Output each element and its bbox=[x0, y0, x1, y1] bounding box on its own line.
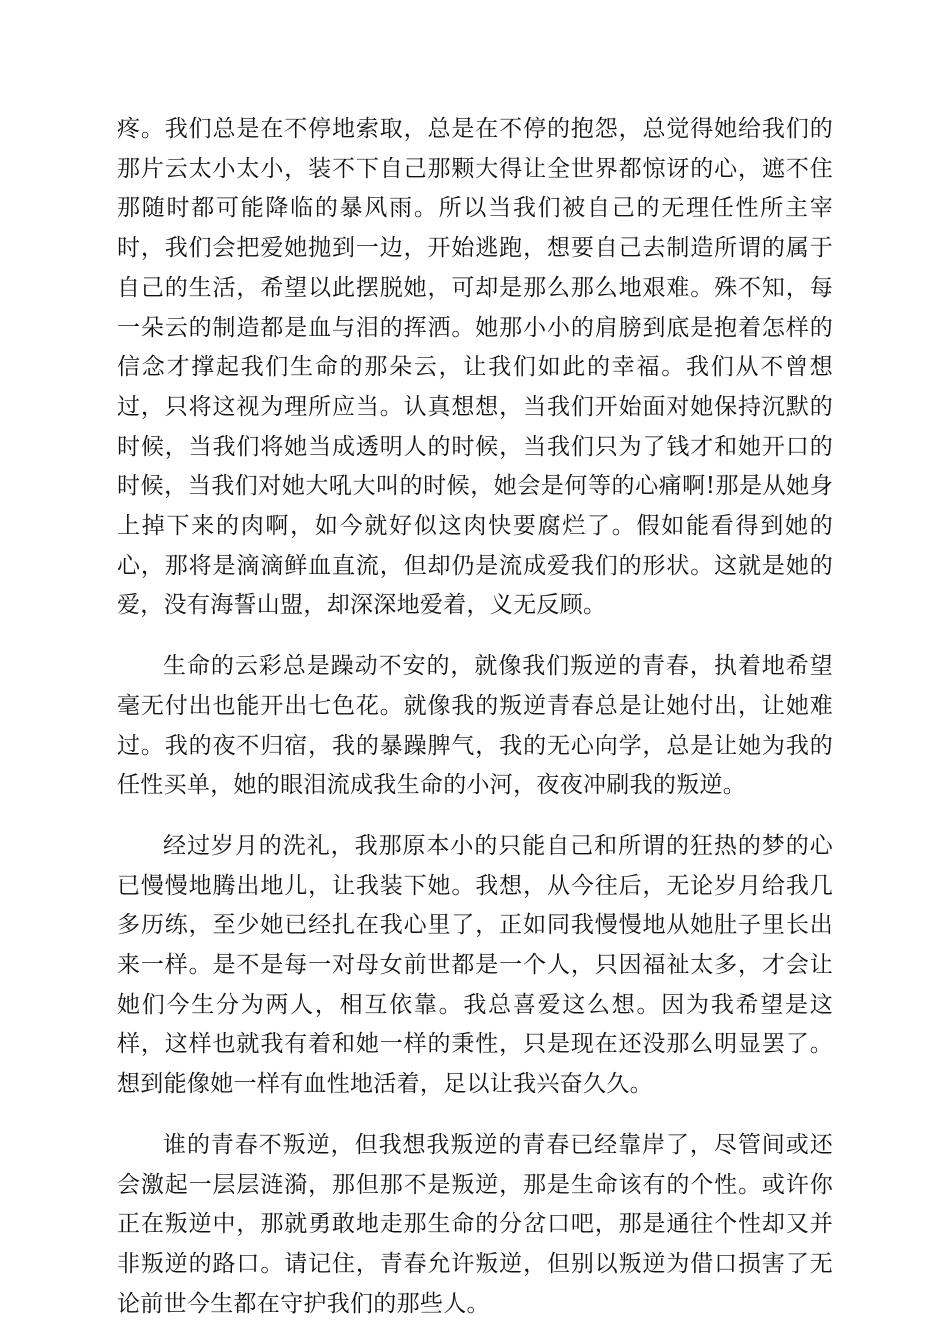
paragraph-3: 经过岁月的洗礼，我那原本小的只能自己和所谓的狂热的梦的心已慢慢地腾出地儿，让我装下她。我想，从今往后，无论岁月给我几多历练，至少她已经扎在我心里了，正如同我慢慢地从她肚子里长出来一样。是不是每一对母女前世都是一个人，只因福祉太多，才会让她们今生分为两人，相互依靠。我总喜爱这么想。因为我希望是这样，这样也就我有着和她一样的秉性，只是现在还没那么明显罢了。想到能像她一样有血性地活着，足以让我兴奋久久。 bbox=[117, 832, 833, 1098]
document-body bbox=[117, 110, 833, 1324]
paragraph-4: 谁的青春不叛逆，但我想我叛逆的青春已经靠岸了，尽管间或还会激起一层层涟漪，那但那不是叛逆，那是生命该有的个性。或许你正在叛逆中，那就勇敢地走那生命的分岔口吧，那是通往个性却又并非叛逆的路口。请记住，青春允许叛逆，但别以叛逆为借口损害了无论前世今生都在守护我们的那些人。 bbox=[117, 1131, 833, 1317]
paragraph-1: 疼。我们总是在不停地索取，总是在不停的抱怨，总觉得她给我们的那片云太小太小，装不下自己那颗大得让全世界都惊讶的心，遮不住那随时都可能降临的暴风雨。所以当我们被自己的无理任性所主宰时，我们会把爱她抛到一边，开始逃跑，想要自己去制造所谓的属于自己的生活，希望以此摆脱她，可却是那么那么地艰难。殊不知，每一朵云的制造都是血与泪的挥洒。她那小小的肩膀到底是抱着怎样的信念才撑起我们生命的那朵云，让我们如此的幸福。我们从不曾想过，只将这视为理所应当。认真想想，当我们开始面对她保持沉默的时候，当我们将她当成透明人的时候，当我们只为了钱才和她开口的时候，当我们对她大吼大叫的时候，她会是何等的心痛啊!那是从她身上掉下来的肉啊，如今就好似这肉快要腐烂了。假如能看得到她的心，那将是滴滴鲜血直流，但却仍是流成爱我们的形状。这就是她的爱，没有海誓山盟，却深深地爱着，义无反顾。 bbox=[117, 116, 833, 619]
paragraph-2: 生命的云彩总是躁动不安的，就像我们叛逆的青春，执着地希望毫无付出也能开出七色花。就像我的叛逆青春总是让她付出，让她难过。我的夜不归宿，我的暴躁脾气，我的无心向学，总是让她为我的任性买单，她的眼泪流成我生命的小河，夜夜冲刷我的叛逆。 bbox=[117, 653, 833, 799]
